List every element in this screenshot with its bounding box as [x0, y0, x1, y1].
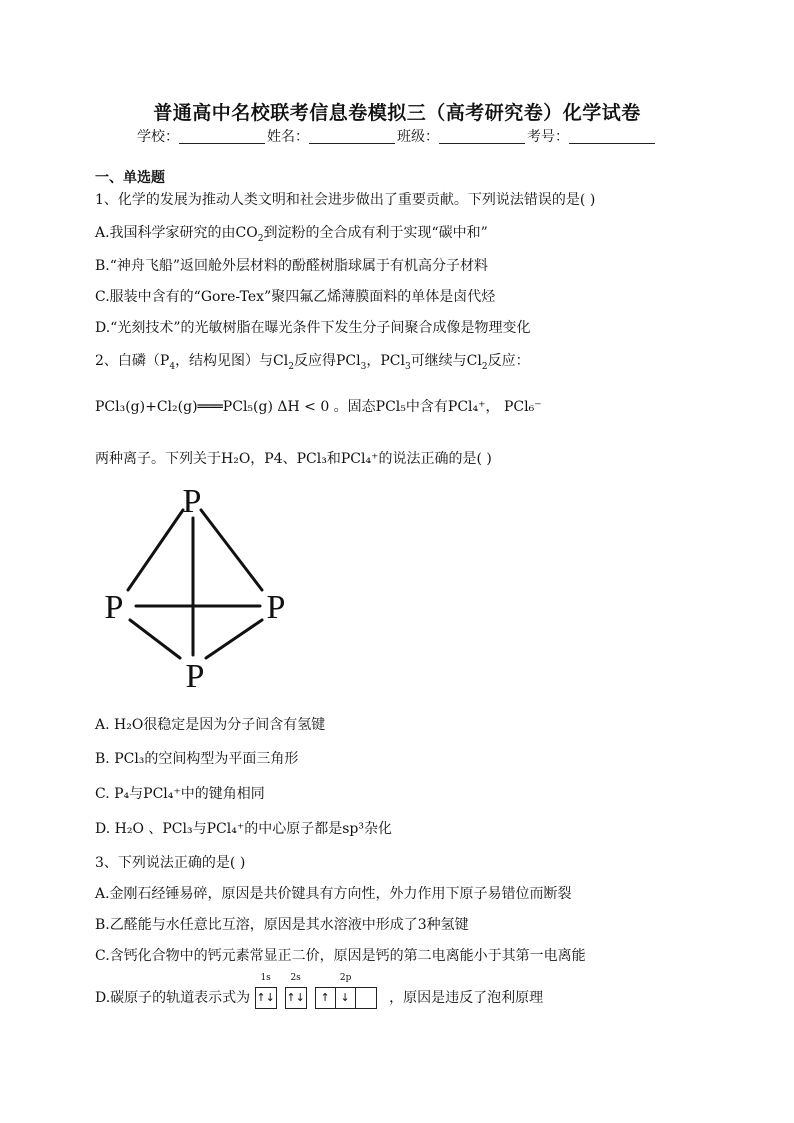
q2-text-f: 反应： [487, 353, 530, 369]
exam-no-label: 考号： [527, 129, 569, 145]
q2-option-b: B. PCl₃的空间构型为平面三角形 [95, 751, 299, 767]
orbital-2s-box: ↑↓ [286, 991, 305, 1004]
orbital-2p [315, 973, 377, 1009]
q2-text-c: 反应得PCl [294, 353, 361, 369]
q1-a-post: 到淀粉的全合成有利于实现“碳中和” [263, 225, 488, 241]
bond-left-bottom [130, 620, 180, 658]
atom-p-bottom: P [185, 658, 205, 695]
school-blank[interactable] [179, 129, 265, 144]
section-title: 一、单选题 [95, 170, 165, 186]
q1-a-pre: A.我国科学家研究的由CO [95, 225, 258, 241]
q2-equation: PCl₃(g)+Cl₂(g)═══PCl₅(g) ΔH < 0 。固态PCl₅中含有PCl₄⁺， PCl₆⁻ [95, 399, 542, 415]
class-label: 班级： [397, 129, 439, 145]
bond-top-right [201, 510, 262, 590]
q2-sub-c: 3 [360, 361, 367, 372]
name-label: 姓名： [267, 129, 309, 145]
q2-option-d: D. H₂O 、PCl₃与PCl₄⁺的中心原子都是sp³杂化 [95, 821, 392, 837]
q3-option-a: A.金刚石经锤易碎，原因是共价键具有方向性，外力作用下原子易错位而断裂 [95, 886, 572, 902]
q2-text-a: 2、白磷（P [95, 353, 170, 369]
q3-d-post: ，原因是违反了泡利原理 [389, 990, 544, 1006]
q2-stem-line1 [95, 350, 530, 370]
q2-sub-a: 4 [169, 361, 176, 372]
q2-text-e: 可继续与Cl [410, 353, 482, 369]
q3-option-c: C.含钙化合物中的钙元素常显正二价，原因是钙的第二电离能小于其第一电离能 [95, 948, 586, 964]
orbital-2s [285, 973, 307, 1009]
orbital-2s-label: 2s [290, 973, 301, 983]
q2-option-a: A. H₂O很稳定是因为分子间含有氢键 [95, 717, 326, 733]
q1-option-a [95, 222, 488, 242]
orbital-2p-box-3 [356, 988, 376, 1008]
name-blank[interactable] [309, 129, 395, 144]
orbital-2p-box-2: ↓ [336, 988, 356, 1008]
q1-option-b: B.“神舟飞船”返回舱外层材料的酚醛树脂球属于有机高分子材料 [95, 258, 489, 274]
q1-stem: 1、化学的发展为推动人类文明和社会进步做出了重要贡献。下列说法错误的是( ) [95, 192, 596, 208]
q1-option-d: D.“光刻技术”的光敏树脂在曝光条件下发生分子间聚合成像是物理变化 [95, 320, 531, 336]
q2-text-b: ，结构见图）与Cl [175, 353, 289, 369]
q2-text-d: ，PCl [366, 353, 405, 369]
class-blank[interactable] [439, 129, 525, 144]
q2-sub-d: 3 [404, 361, 411, 372]
school-label: 学校： [137, 129, 179, 145]
q3-option-b: B.乙醛能与水任意比互溶，原因是其水溶液中形成了3种氢键 [95, 917, 469, 933]
orbital-2p-box-1: ↑ [316, 988, 336, 1008]
q2-sub-e: 2 [481, 361, 488, 372]
bond-top-left [128, 510, 183, 590]
q2-stem-line3: 两种离子。下列关于H₂O，P4、PCl₃和PCl₄⁺的说法正确的是( ) [95, 451, 492, 467]
bond-right-bottom [206, 620, 262, 658]
orbital-1s-label: 1s [260, 973, 271, 983]
q3-stem: 3、下列说法正确的是( ) [95, 855, 246, 871]
q1-a-sub: 2 [257, 233, 264, 244]
q2-sub-b: 2 [288, 361, 294, 372]
orbital-1s-box: ↑↓ [256, 991, 275, 1004]
atom-p-left: P [104, 589, 124, 626]
student-info-line [0, 126, 794, 146]
orbital-2p-label: 2p [339, 973, 352, 983]
page-title: 普通高中名校联考信息卷模拟三（高考研究卷）化学试卷 [153, 102, 641, 124]
atom-p-right: P [266, 589, 286, 626]
q3-d-pre: D.碳原子的轨道表示式为 [95, 990, 251, 1006]
orbital-1s [255, 973, 277, 1009]
exam-no-blank[interactable] [569, 129, 655, 144]
q2-option-c: C. P₄与PCl₄⁺中的键角相同 [95, 786, 265, 802]
q3-option-d [95, 973, 544, 1009]
white-phosphorus-structure [100, 480, 300, 695]
atom-p-top: P [182, 483, 202, 520]
q1-option-c: C.服装中含有的“Gore-Tex”聚四氟乙烯薄膜面料的单体是卤代烃 [95, 289, 496, 305]
